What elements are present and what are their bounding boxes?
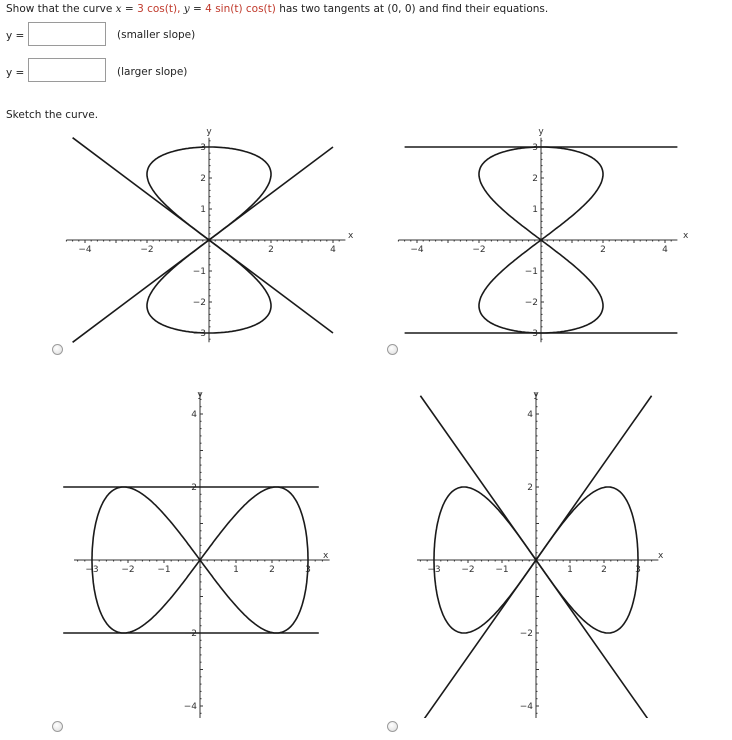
graph-option-d [395,388,675,718]
y-variable: y [183,3,190,15]
question-prefix: Show that the curve [6,3,113,15]
x-tick-label: 4 [330,245,336,255]
option-c-radio[interactable] [52,721,63,732]
x-tick-label: 1 [233,565,239,575]
x-tick-label: −3 [85,565,99,575]
y-axis-label: y [197,390,203,400]
y-tick-label: −2 [519,629,533,639]
y-tick-label: −3 [524,329,538,339]
y-tick-label: 2 [200,174,206,184]
y-tick-label: 2 [532,174,538,184]
x-tick-label: −4 [78,245,92,255]
graph-option-a [60,125,360,355]
y-tick-label: 1 [200,205,206,215]
y-tick-label: −1 [524,267,538,277]
option-d-radio[interactable] [387,721,398,732]
x-tick-label: −2 [140,245,154,255]
y-axis-label: y [533,390,539,400]
x-tick-label: 1 [567,565,573,575]
y-tick-label: 3 [200,143,206,153]
equals-sign: = [121,3,138,15]
larger-slope-hint: (larger slope) [117,66,188,78]
smaller-slope-input[interactable] [28,22,106,46]
larger-slope-input[interactable] [28,58,106,82]
question-suffix: has two tangents at (0, 0) and find their equations. [275,3,549,15]
x-tick-label: −1 [157,565,171,575]
x-axis-label: x [683,231,689,241]
x-tick-label: −2 [472,245,486,255]
answer-2-label: y = [6,67,25,79]
x-axis-label: x [323,551,329,561]
y-axis-label: y [538,127,544,137]
y-tick-label: −1 [192,267,206,277]
y-tick-label: −2 [192,298,206,308]
y-expression: 4 sin(t) cos(t) [205,3,276,15]
x-axis-label: x [658,551,664,561]
x-tick-label: 2 [600,245,606,255]
x-tick-label: 3 [305,565,311,575]
x-tick-label: 2 [601,565,607,575]
option-a-radio[interactable] [52,344,63,355]
y-tick-label: −4 [519,702,533,712]
y-axis-label: y [206,127,212,137]
y-tick-label: 2 [191,483,197,493]
x-tick-label: 2 [268,245,274,255]
x-tick-label: −4 [410,245,424,255]
y-tick-label: 4 [527,410,533,420]
question-text [6,3,548,15]
x-tick-label: −2 [461,565,475,575]
x-tick-label: 3 [635,565,641,575]
x-expression: 3 cos(t), [137,3,184,15]
y-tick-label: −2 [183,629,197,639]
x-tick-label: 4 [662,245,668,255]
answer-1-label: y = [6,30,25,42]
x-tick-label: −3 [427,565,441,575]
y-tick-label: −4 [183,702,197,712]
equals-sign: = [189,3,206,15]
y-tick-label: 3 [532,143,538,153]
y-tick-label: −3 [192,329,206,339]
x-tick-label: −2 [121,565,135,575]
smaller-slope-hint: (smaller slope) [117,29,196,41]
y-tick-label: 2 [527,483,533,493]
y-tick-label: 4 [191,410,197,420]
graph-option-b [395,125,695,355]
graph-option-c [60,388,340,718]
x-variable: x [115,3,122,15]
x-axis-label: x [348,231,354,241]
sketch-prompt: Sketch the curve. [6,109,99,121]
y-tick-label: 1 [532,205,538,215]
y-tick-label: −2 [524,298,538,308]
x-tick-label: −1 [495,565,509,575]
x-tick-label: 2 [269,565,275,575]
option-b-radio[interactable] [387,344,398,355]
